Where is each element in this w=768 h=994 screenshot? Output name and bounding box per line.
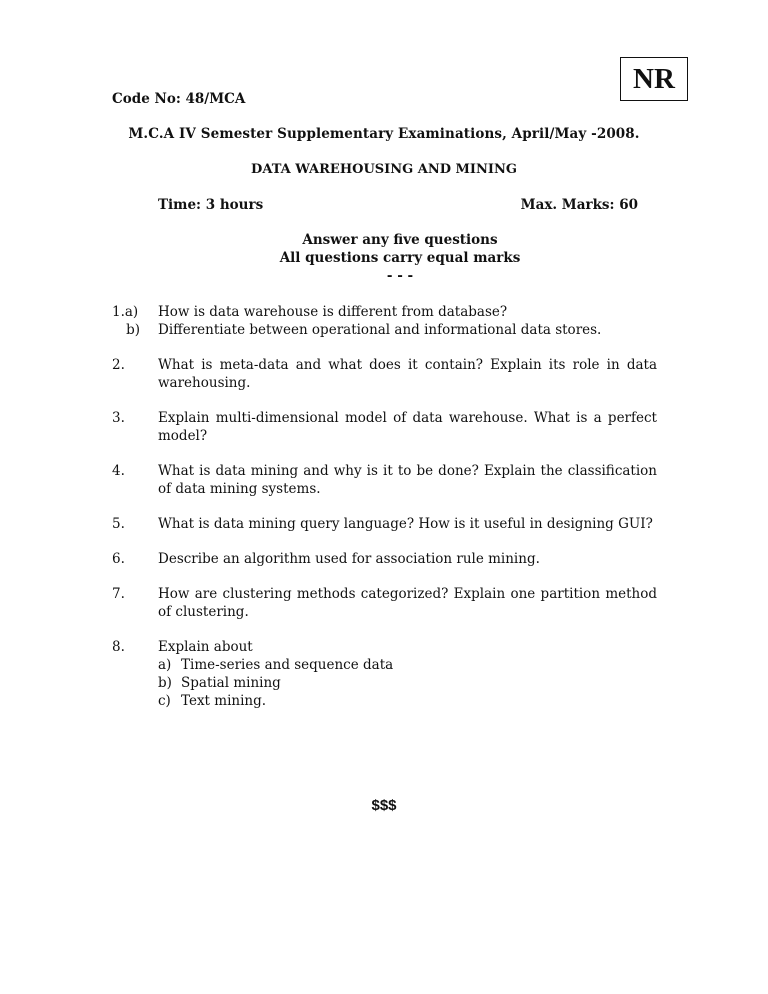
question-8	[112, 638, 657, 656]
option-label: c)	[158, 693, 171, 709]
question-number: 5.	[112, 516, 125, 532]
option-text: Spatial mining	[181, 675, 281, 691]
question-6	[112, 550, 657, 568]
option-text: Time-series and sequence data	[181, 657, 394, 673]
question-text: What is data mining and why is it to be done? Explain the classification of data mining systems.	[158, 463, 657, 497]
instruction-equal-marks: All questions carry equal marks	[279, 250, 521, 266]
question-number: 8.	[112, 639, 125, 655]
question-8-option-b	[158, 674, 657, 692]
question-2	[112, 356, 657, 392]
question-text: Describe an algorithm used for association rule mining.	[158, 551, 540, 567]
question-number: 6.	[112, 551, 125, 567]
question-8-option-c	[158, 692, 657, 710]
question-text: What is meta-data and what does it contain? Explain its role in data warehousing.	[158, 357, 657, 391]
question-text: Explain multi-dimensional model of data warehouse. What is a perfect model?	[158, 410, 657, 444]
question-4	[112, 462, 657, 498]
question-text: Explain about	[158, 639, 253, 655]
question-number: 2.	[112, 357, 125, 373]
question-3	[112, 409, 657, 445]
question-text: How is data warehouse is different from database?	[158, 304, 508, 320]
question-number: 1.a)	[112, 304, 139, 320]
question-number: 3.	[112, 410, 125, 426]
max-marks: Max. Marks: 60	[520, 197, 638, 213]
question-text: What is data mining query language? How is it useful in designing GUI?	[158, 516, 653, 532]
question-text: Differentiate between operational and informational data stores.	[158, 322, 602, 338]
option-label: b)	[158, 675, 172, 691]
option-label: a)	[158, 657, 172, 673]
question-1a	[112, 303, 657, 321]
option-text: Text mining.	[181, 693, 267, 709]
question-text: How are clustering methods categorized? Explain one partition method of clustering.	[158, 586, 657, 620]
question-number: 7.	[112, 586, 125, 602]
question-8-option-a	[158, 656, 657, 674]
question-number: b)	[126, 322, 140, 338]
question-number: 4.	[112, 463, 125, 479]
instruction-separator: - - -	[386, 268, 414, 284]
question-list	[112, 303, 657, 710]
question-1b	[112, 321, 657, 339]
code-number: Code No: 48/MCA	[112, 91, 246, 107]
exam-time: Time: 3 hours	[158, 197, 264, 213]
exam-title: M.C.A IV Semester Supplementary Examinations, April/May -2008.	[128, 126, 640, 142]
nr-badge: NR	[620, 57, 688, 101]
instruction-answer-five: Answer any five questions	[302, 232, 498, 248]
question-5	[112, 515, 657, 533]
subject-title: DATA WAREHOUSING AND MINING	[251, 162, 517, 177]
end-mark: $$$	[371, 797, 397, 814]
question-7	[112, 585, 657, 621]
